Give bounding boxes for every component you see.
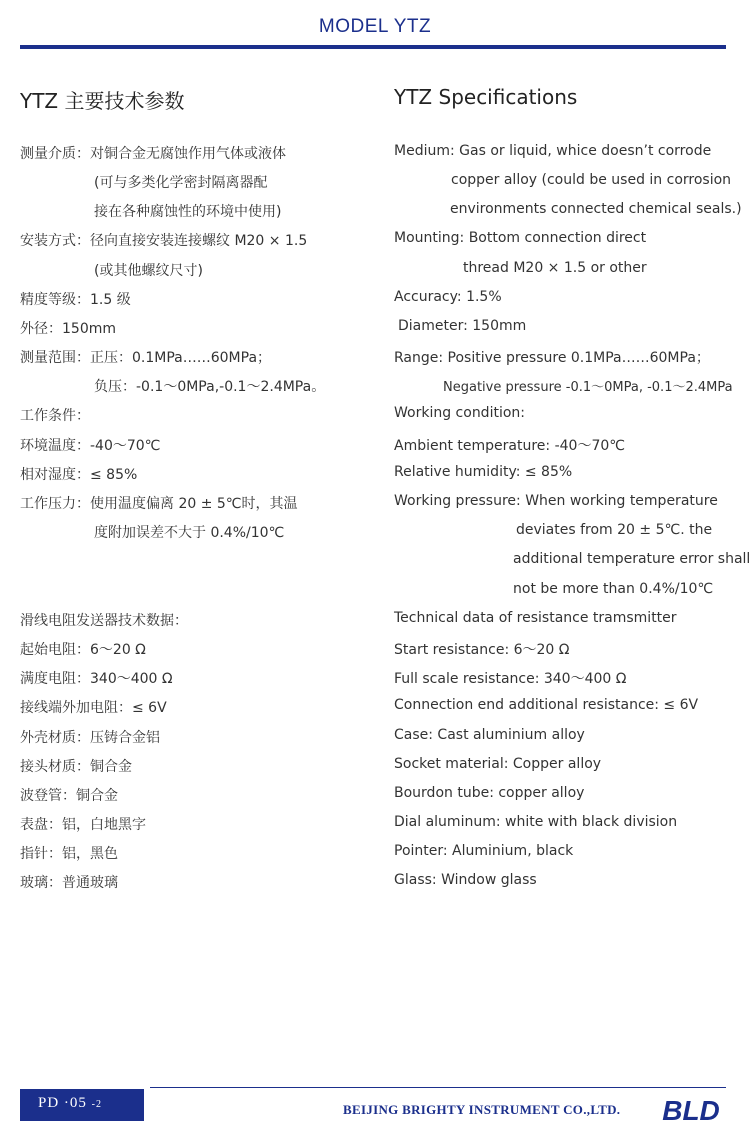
left-line: 表盘：铝，白地黑字 <box>20 817 146 833</box>
left-line: (可与多类化学密封隔离器配 <box>94 175 268 191</box>
left-section-title: YTZ 主要技术参数 <box>20 89 185 113</box>
right-line: Start resistance: 6～20 Ω <box>394 642 570 658</box>
left-line: 接线端外加电阻：≤ 6V <box>20 700 167 716</box>
left-line: 测量介质：对铜合金无腐蚀作用气体或液体 <box>20 146 286 162</box>
page-header-title: MODEL YTZ <box>318 16 432 37</box>
left-line: 相对湿度：≤ 85% <box>20 467 138 483</box>
right-line: Glass: Window glass <box>394 872 537 888</box>
page-code: PD ·05 <box>38 1095 87 1111</box>
right-line: Pointer: Aluminium, black <box>394 843 574 859</box>
right-line: Mounting: Bottom connection direct <box>394 230 647 246</box>
right-line: Full scale resistance: 340～400 Ω <box>394 671 627 687</box>
header-divider <box>20 45 726 49</box>
bld-logo-icon <box>657 1093 725 1125</box>
left-line: 接在各种腐蚀性的环境中使用) <box>94 204 282 220</box>
right-line: Technical data of resistance tramsmitter <box>394 610 677 626</box>
left-line: 起始电阻：6～20 Ω <box>20 642 146 658</box>
left-line: 指针：铝，黑色 <box>20 846 118 862</box>
left-line: 度附加误差不大于 0.4%/10℃ <box>94 525 285 541</box>
page-sub: -2 <box>91 1099 103 1110</box>
left-line: 精度等级：1.5 级 <box>20 292 131 308</box>
right-line: not be more than 0.4%/10℃ <box>513 581 714 597</box>
page-number-box <box>20 1089 144 1121</box>
right-line: additional temperature error shall <box>513 551 750 567</box>
right-line: Case: Cast aluminium alloy <box>394 727 585 743</box>
right-line: copper alloy (could be used in corrosion <box>451 172 732 188</box>
right-line: Bourdon tube: copper alloy <box>394 785 585 801</box>
right-section-title: YTZ Specifications <box>394 85 578 109</box>
right-line: deviates from 20 ± 5℃. the <box>516 522 713 538</box>
footer-divider <box>150 1087 726 1088</box>
left-line: 环境温度：-40～70℃ <box>20 438 161 454</box>
page-number <box>38 1095 102 1112</box>
left-line: 接头材质：铜合金 <box>20 759 132 775</box>
left-line: 外径：150mm <box>20 321 116 337</box>
right-line: Working pressure: When working temperature <box>394 493 718 509</box>
left-line: 外壳材质：压铸合金铝 <box>20 730 160 746</box>
left-line: 滑线电阻发送器技术数据： <box>20 613 188 629</box>
left-line: 工作条件： <box>20 408 90 424</box>
right-line: Medium: Gas or liquid, whice doesn’t corrode <box>394 143 712 159</box>
right-line: Accuracy: 1.5% <box>394 289 502 305</box>
right-line: Diameter: 150mm <box>398 318 527 334</box>
left-line: 玻璃：普通玻璃 <box>20 875 118 891</box>
left-line: 负压：-0.1～0MPa,-0.1～2.4MPa。 <box>94 379 326 395</box>
left-line: 满度电阻：340～400 Ω <box>20 671 173 687</box>
right-line: environments connected chemical seals.) <box>450 201 742 217</box>
left-line: 安装方式：径向直接安装连接螺纹 M20 × 1.5 <box>20 233 308 249</box>
left-line: (或其他螺纹尺寸) <box>94 263 203 279</box>
left-line: 波登管：铜合金 <box>20 788 118 804</box>
right-line: Negative pressure -0.1～0MPa, -0.1～2.4MPa <box>443 380 733 395</box>
company-name: BEIJING BRIGHTY INSTRUMENT CO.,LTD. <box>343 1102 621 1117</box>
right-line: Ambient temperature: -40～70℃ <box>394 438 625 454</box>
right-line: Relative humidity: ≤ 85% <box>394 464 573 480</box>
left-line: 工作压力：使用温度偏离 20 ± 5℃时，其温 <box>20 496 298 512</box>
right-line: Working condition: <box>394 405 525 421</box>
right-line: Connection end additional resistance: ≤ 6V <box>394 697 699 713</box>
right-line: Socket material: Copper alloy <box>394 756 602 772</box>
right-line: Range: Positive pressure 0.1MPa……60MPa； <box>394 350 710 366</box>
logo-text: BLD <box>662 1095 720 1125</box>
right-line: Dial aluminum: white with black division <box>394 814 678 830</box>
right-line: thread M20 × 1.5 or other <box>463 260 647 276</box>
left-line: 测量范围：正压：0.1MPa……60MPa； <box>20 350 272 366</box>
